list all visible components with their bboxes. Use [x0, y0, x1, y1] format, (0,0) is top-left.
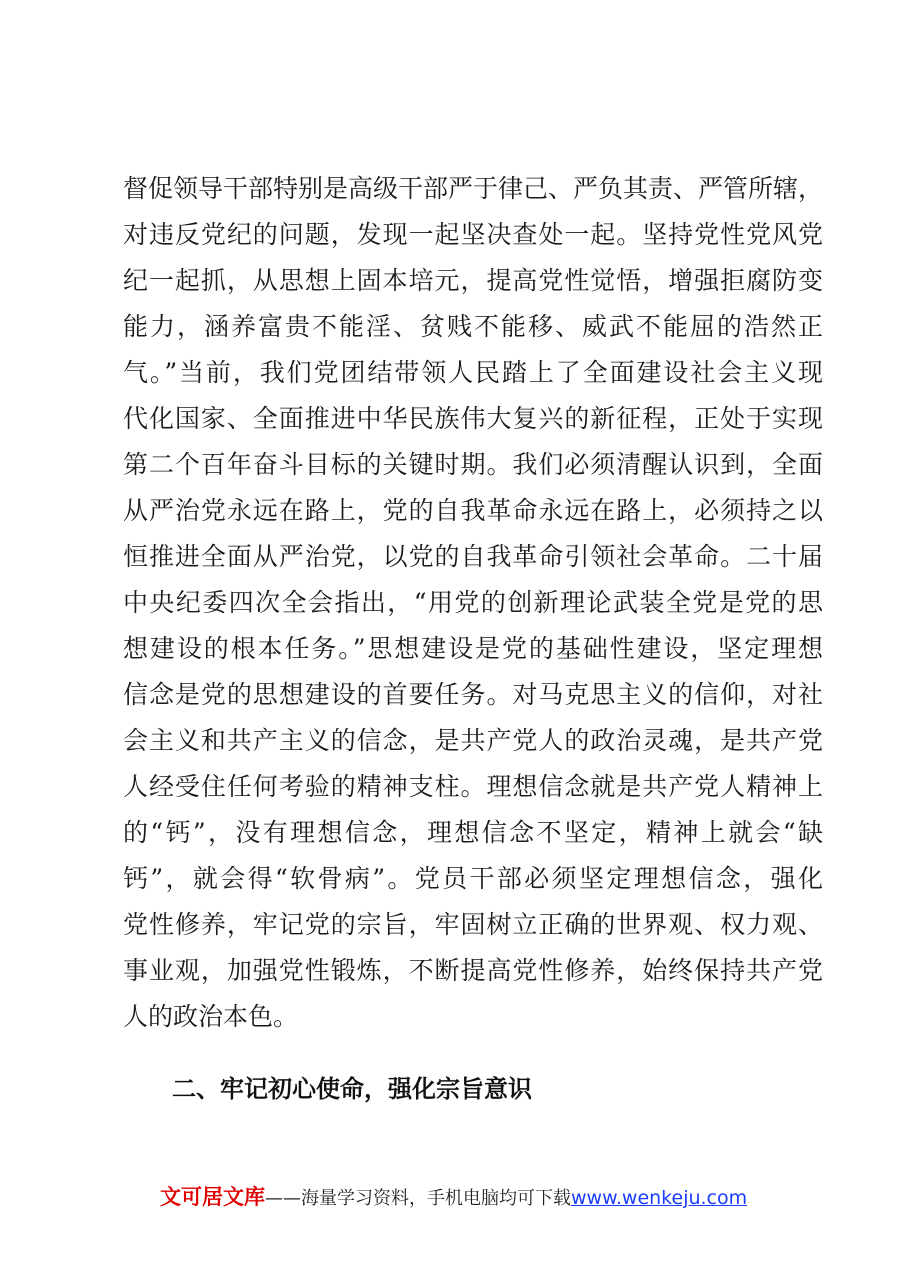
body-line-last: 人的政治本色。	[123, 1002, 299, 1031]
body-text	[123, 166, 823, 1040]
footer-dash: ——	[265, 1188, 301, 1209]
body-line: 第二个百年奋斗目标的关键时期。我们必须清醒认识到，全面	[123, 450, 823, 479]
body-line: 中央纪委四次全会指出，“用党的创新理论武装全党是党的思	[123, 588, 823, 617]
body-line: 代化国家、全面推进中华民族伟大复兴的新征程，正处于实现	[123, 404, 823, 433]
body-line: 人经受住任何考验的精神支柱。理想信念就是共产党人精神上	[123, 772, 823, 801]
body-line: 的“钙”，没有理想信念，理想信念不坚定，精神上就会“缺	[123, 818, 823, 847]
body-line: 督促领导干部特别是高级干部严于律己、严负其责、严管所辖，	[123, 174, 824, 203]
body-line: 纪一起抓，从思想上固本培元，提高党性觉悟，增强拒腐防变	[123, 266, 823, 295]
body-line: 信念是党的思想建设的首要任务。对马克思主义的信仰，对社	[123, 680, 823, 709]
body-line: 党性修养，牢记党的宗旨，牢固树立正确的世界观、权力观、	[123, 910, 823, 939]
body-line: 会主义和共产主义的信念，是共产党人的政治灵魂，是共产党	[123, 726, 823, 755]
body-line: 对违反党纪的问题，发现一起坚决查处一起。坚持党性党风党	[123, 220, 823, 249]
body-line: 能力，涵养富贵不能淫、贫贱不能移、威武不能屈的浩然正	[123, 312, 823, 341]
footer-slogan: 海量学习资料，手机电脑均可下载	[301, 1188, 571, 1209]
website-link[interactable]: www.wenkeju.com	[571, 1187, 748, 1209]
body-line: 恒推进全面从严治党，以党的自我革命引领社会革命。二十届	[123, 542, 823, 571]
body-line: 钙”，就会得“软骨病”。党员干部必须坚定理想信念，强化	[123, 864, 823, 893]
body-line: 气。”当前，我们党团结带领人民踏上了全面建设社会主义现	[123, 358, 823, 387]
section-heading: 二、牢记初心使命，强化宗旨意识	[172, 1075, 532, 1103]
footer-banner	[160, 1182, 747, 1212]
brand-name: 文可居文库	[160, 1185, 265, 1209]
body-line: 从严治党永远在路上，党的自我革命永远在路上，必须持之以	[123, 496, 823, 525]
body-line: 想建设的根本任务。”思想建设是党的基础性建设，坚定理想	[123, 634, 823, 663]
body-line: 事业观，加强党性锻炼，不断提高党性修养，始终保持共产党	[123, 956, 823, 985]
